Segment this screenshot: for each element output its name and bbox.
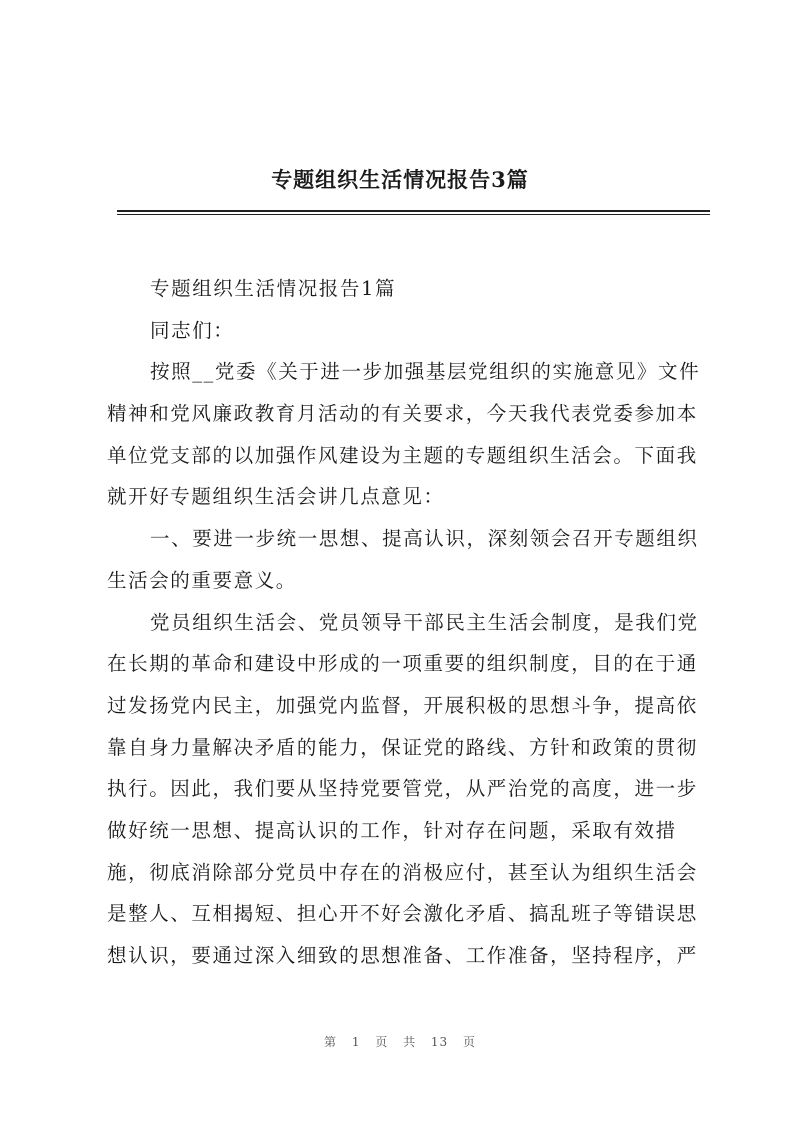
paragraph-line: 按照__党委《关于进一步加强基层党组织的实施意见》文件 bbox=[150, 360, 701, 384]
document-title: 专题组织生活情况报告3篇 bbox=[271, 167, 529, 192]
page-footer: 第 1 页 共 13 页 bbox=[324, 1035, 476, 1049]
paragraph-line: 精神和党风廉政教育月活动的有关要求，今天我代表党委参加本 bbox=[107, 402, 698, 426]
paragraph-line: 执行。因此，我们要从坚持党要管党，从严治党的高度，进一步 bbox=[107, 777, 698, 801]
paragraph-line: 党员组织生活会、党员领导干部民主生活会制度，是我们党 bbox=[150, 610, 699, 634]
paragraph-line: 在长期的革命和建设中形成的一项重要的组织制度，目的在于通 bbox=[107, 652, 698, 676]
title-underline bbox=[117, 210, 710, 212]
paragraph-line: 靠自身力量解决矛盾的能力，保证党的路线、方针和政策的贯彻 bbox=[107, 735, 698, 759]
paragraph-line: 就开好专题组织生活会讲几点意见： bbox=[107, 485, 445, 509]
paragraph-line: 是整人、互相揭短、担心开不好会激化矛盾、搞乱班子等错误思 bbox=[107, 902, 698, 926]
section-heading-line: 生活会的重要意义。 bbox=[107, 568, 297, 592]
paragraph-line: 施，彻底消除部分党员中存在的消极应付，甚至认为组织生活会 bbox=[107, 860, 698, 884]
paragraph-line: 想认识，要通过深入细致的思想准备、工作准备，坚持程序，严 bbox=[107, 944, 698, 967]
title-underline-thin bbox=[117, 214, 710, 215]
document-body bbox=[107, 268, 710, 977]
section-heading-line: 一、要进一步统一思想、提高认识，深刻领会召开专题组织 bbox=[150, 527, 699, 551]
subtitle-line: 专题组织生活情况报告1篇 bbox=[150, 277, 397, 300]
paragraph-line: 做好统一思想、提高认识的工作，针对存在问题，采取有效措 bbox=[107, 818, 677, 842]
paragraph-line: 单位党支部的以加强作风建设为主题的专题组织生活会。下面我 bbox=[107, 443, 698, 467]
paragraph-line: 过发扬党内民主，加强党内监督，开展积极的思想斗争，提高依 bbox=[107, 693, 698, 717]
salutation-line: 同志们： bbox=[150, 318, 235, 342]
